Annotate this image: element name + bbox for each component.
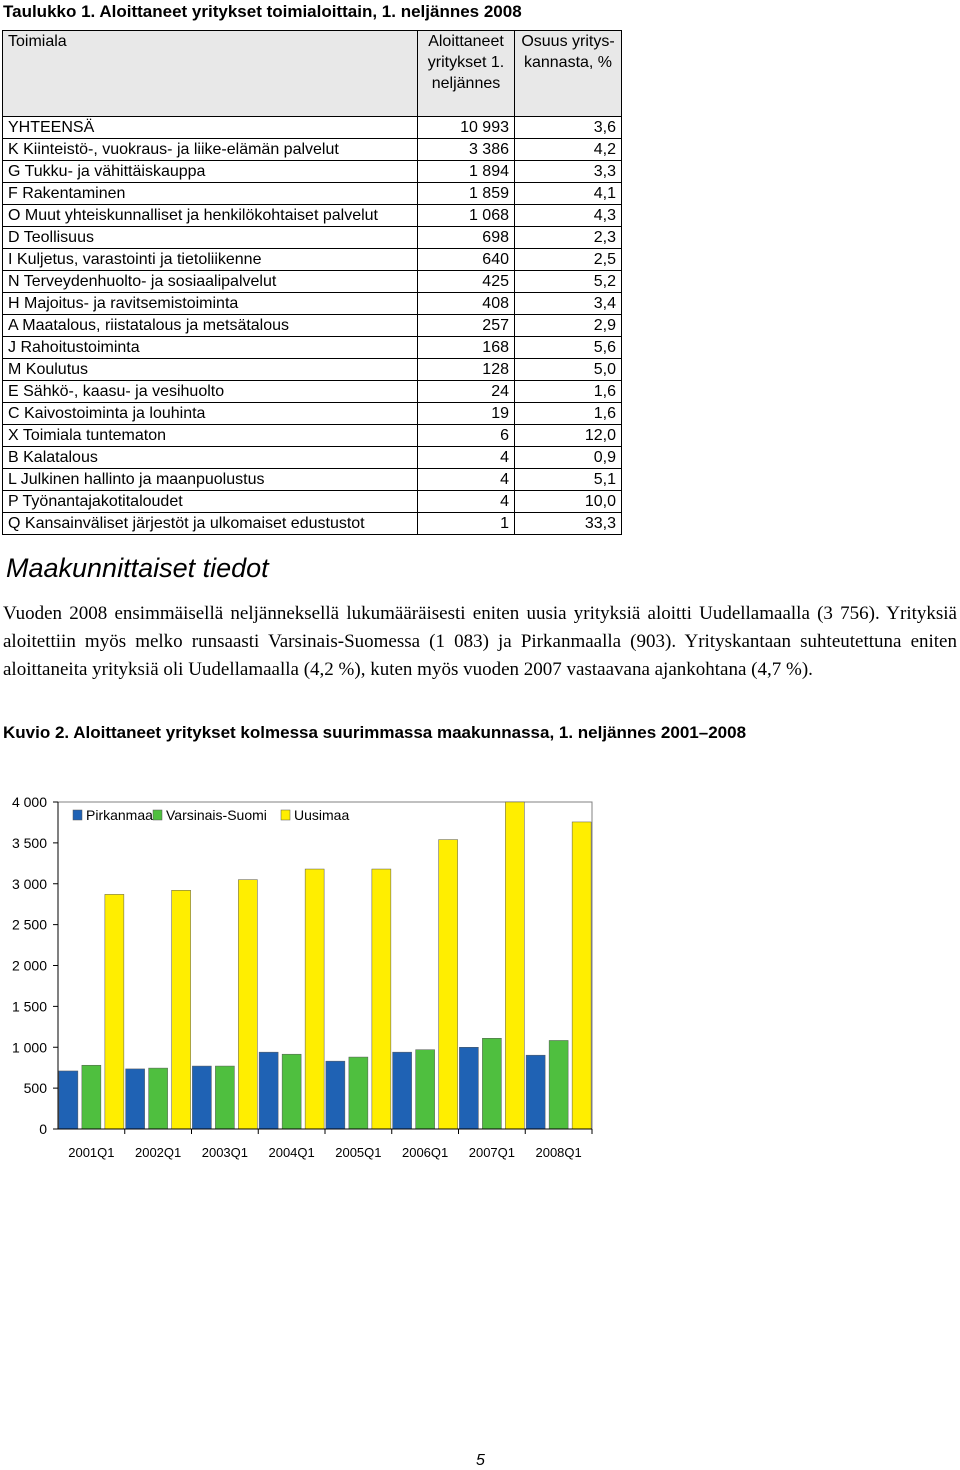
figure-title: Kuvio 2. Aloittaneet yritykset kolmessa suurimmassa maakunnassa, 1. neljännes 2001–2008 — [3, 723, 747, 742]
industry-cell: X Toimiala tuntematon — [3, 425, 418, 447]
bar — [459, 1047, 478, 1129]
table-header-row — [3, 31, 622, 117]
share-cell: 1,6 — [515, 403, 622, 425]
industry-cell: YHTEENSÄ — [3, 117, 418, 139]
count-cell: 4 — [418, 469, 515, 491]
section-title: Maakunnittaiset tiedot — [6, 553, 269, 583]
table-row — [3, 469, 622, 491]
x-tick-label: 2001Q1 — [68, 1145, 115, 1160]
bar — [505, 802, 524, 1129]
count-cell: 168 — [418, 337, 515, 359]
y-tick-label: 1 500 — [11, 998, 47, 1015]
count-cell: 1 068 — [418, 205, 515, 227]
legend-swatch — [153, 810, 162, 820]
count-cell: 10 993 — [418, 117, 515, 139]
count-cell: 1 859 — [418, 183, 515, 205]
bar — [215, 1066, 234, 1129]
x-tick-label: 2007Q1 — [468, 1145, 516, 1160]
industry-cell: G Tukku- ja vähittäiskauppa — [3, 161, 418, 183]
share-cell: 4,1 — [515, 183, 622, 205]
table-row — [3, 271, 622, 293]
share-cell: 5,1 — [515, 469, 622, 491]
y-tick-label: 0 — [39, 1121, 47, 1137]
share-cell: 3,6 — [515, 117, 622, 139]
table-row — [3, 315, 622, 337]
bar — [238, 880, 257, 1129]
industry-cell: C Kaivostoiminta ja louhinta — [3, 403, 418, 425]
legend-label: Uusimaa — [294, 807, 350, 823]
x-tick-label: 2008Q1 — [535, 1145, 582, 1160]
industry-table — [2, 30, 622, 535]
industry-cell: D Teollisuus — [3, 227, 418, 249]
industry-cell: L Julkinen hallinto ja maanpuolustus — [3, 469, 418, 491]
industry-cell: O Muut yhteiskunnalliset ja henkilökohtaiset palvelut — [3, 205, 418, 227]
bar — [192, 1066, 211, 1129]
bar — [149, 1068, 168, 1129]
count-cell: 128 — [418, 359, 515, 381]
bar — [259, 1052, 278, 1129]
table-row — [3, 117, 622, 139]
legend-label: Varsinais-Suomi — [166, 807, 267, 823]
bar — [172, 890, 191, 1129]
industry-cell: I Kuljetus, varastointi ja tietoliikenne — [3, 249, 418, 271]
bar — [282, 1054, 301, 1129]
count-cell: 425 — [418, 271, 515, 293]
share-cell: 2,9 — [515, 315, 622, 337]
count-cell: 19 — [418, 403, 515, 425]
industry-cell: A Maatalous, riistatalous ja metsätalous — [3, 315, 418, 337]
count-cell: 257 — [418, 315, 515, 337]
bar — [372, 869, 391, 1129]
table-row — [3, 183, 622, 205]
bar — [105, 894, 124, 1129]
x-tick-label: 2006Q1 — [401, 1145, 449, 1160]
share-cell: 4,3 — [515, 205, 622, 227]
bar — [305, 869, 324, 1129]
x-tick-label: 2003Q1 — [201, 1145, 249, 1160]
x-tick-label: 2002Q1 — [134, 1145, 182, 1160]
count-cell: 3 386 — [418, 139, 515, 161]
table-row — [3, 249, 622, 271]
bar — [59, 1071, 78, 1129]
bar — [482, 1038, 501, 1129]
legend-swatch — [281, 810, 290, 820]
y-tick-label: 4 000 — [11, 794, 47, 810]
share-cell: 12,0 — [515, 425, 622, 447]
regional-paragraph: Vuoden 2008 ensimmäisellä neljänneksellä lukumääräisesti eniten uusia yrityksiä aloitti Uudellamaalla (3 756). Yrityksiä aloitettiin myös melko runsaasti Varsinais-Suomessa (1 083) ja Pirkanmaalla (903). Yrityskantaan suhteutettuna eniten aloittaneita yrityksiä oli Uudellamaalla (4,2 %), kuten myös vuoden 2007 vastaavana ajankohtana (4,7 %). — [3, 603, 957, 680]
bar-chart — [0, 770, 600, 1170]
table-row — [3, 447, 622, 469]
y-tick-label: 2 500 — [11, 916, 47, 933]
count-cell: 698 — [418, 227, 515, 249]
count-cell: 4 — [418, 447, 515, 469]
table-row — [3, 513, 622, 535]
bar — [326, 1061, 345, 1129]
share-cell: 5,0 — [515, 359, 622, 381]
bar — [349, 1057, 368, 1129]
count-cell: 640 — [418, 249, 515, 271]
industry-cell: Q Kansainväliset järjestöt ja ulkomaiset edustustot — [3, 513, 418, 535]
share-cell: 5,2 — [515, 271, 622, 293]
count-cell: 24 — [418, 381, 515, 403]
bar — [572, 822, 591, 1129]
share-cell: 2,3 — [515, 227, 622, 249]
industry-cell: M Koulutus — [3, 359, 418, 381]
share-cell: 4,2 — [515, 139, 622, 161]
count-cell: 1 894 — [418, 161, 515, 183]
industry-cell: E Sähkö-, kaasu- ja vesihuolto — [3, 381, 418, 403]
legend-label: Pirkanmaa — [86, 807, 153, 823]
share-cell: 3,4 — [515, 293, 622, 315]
bar — [393, 1052, 412, 1129]
count-cell: 1 — [418, 513, 515, 535]
header-started-companies: Aloittaneet yritykset 1. neljännes — [418, 31, 515, 117]
industry-cell: J Rahoitustoiminta — [3, 337, 418, 359]
table-row — [3, 205, 622, 227]
legend-swatch — [73, 810, 82, 820]
y-tick-label: 3 500 — [11, 834, 47, 851]
y-tick-label: 2 000 — [11, 957, 47, 974]
x-tick-label: 2005Q1 — [335, 1145, 382, 1160]
page-number: 5 — [476, 1452, 485, 1469]
count-cell: 408 — [418, 293, 515, 315]
bar — [526, 1055, 545, 1129]
header-share-percent: Osuus yritys-kannasta, % — [515, 31, 622, 117]
bar — [126, 1069, 145, 1129]
table-row — [3, 139, 622, 161]
count-cell: 6 — [418, 425, 515, 447]
table-row — [3, 425, 622, 447]
table-row — [3, 359, 622, 381]
industry-cell: F Rakentaminen — [3, 183, 418, 205]
industry-cell: K Kiinteistö-, vuokraus- ja liike-elämän palvelut — [3, 139, 418, 161]
header-industry: Toimiala — [3, 31, 418, 117]
share-cell: 3,3 — [515, 161, 622, 183]
industry-cell: B Kalatalous — [3, 447, 418, 469]
industry-cell: H Majoitus- ja ravitsemistoiminta — [3, 293, 418, 315]
share-cell: 33,3 — [515, 513, 622, 535]
industry-cell: P Työnantajakotitaloudet — [3, 491, 418, 513]
share-cell: 0,9 — [515, 447, 622, 469]
x-tick-label: 2004Q1 — [268, 1145, 315, 1160]
bar — [549, 1040, 568, 1129]
table-row — [3, 293, 622, 315]
y-tick-label: 3 000 — [11, 875, 47, 892]
share-cell: 1,6 — [515, 381, 622, 403]
table-row — [3, 491, 622, 513]
count-cell: 4 — [418, 491, 515, 513]
bar — [439, 840, 458, 1129]
bar — [416, 1050, 435, 1129]
table-row — [3, 403, 622, 425]
y-tick-label: 500 — [23, 1080, 47, 1097]
table-row — [3, 381, 622, 403]
share-cell: 10,0 — [515, 491, 622, 513]
y-tick-label: 1 000 — [11, 1039, 47, 1056]
table-row — [3, 337, 622, 359]
share-cell: 2,5 — [515, 249, 622, 271]
bar — [82, 1065, 101, 1129]
table-title: Taulukko 1. Aloittaneet yritykset toimialoittain, 1. neljännes 2008 — [3, 2, 522, 21]
share-cell: 5,6 — [515, 337, 622, 359]
table-row — [3, 161, 622, 183]
industry-cell: N Terveydenhuolto- ja sosiaalipalvelut — [3, 271, 418, 293]
table-row — [3, 227, 622, 249]
